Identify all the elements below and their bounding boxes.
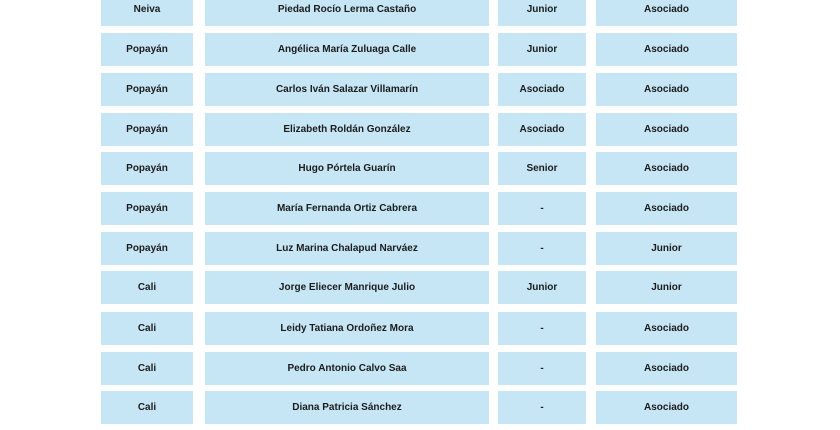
category-cell: Asociado	[596, 192, 737, 225]
table-row	[0, 0, 840, 26]
category-cell: Asociado	[596, 391, 737, 424]
name-cell: Angélica María Zuluaga Calle	[205, 33, 489, 66]
category-cell: Asociado	[596, 352, 737, 385]
category-cell: Asociado	[596, 152, 737, 185]
city-cell: Cali	[101, 312, 193, 345]
name-cell: Elizabeth Roldán González	[205, 113, 489, 146]
city-cell: Popayán	[101, 113, 193, 146]
city-cell: Neiva	[101, 0, 193, 26]
category-cell: -	[498, 232, 586, 265]
name-cell: Pedro Antonio Calvo Saa	[205, 352, 489, 385]
category-cell: Senior	[498, 152, 586, 185]
name-cell: María Fernanda Ortiz Cabrera	[205, 192, 489, 225]
table-row	[0, 73, 840, 106]
city-cell: Cali	[101, 352, 193, 385]
category-cell: Junior	[596, 232, 737, 265]
category-cell: Junior	[498, 0, 586, 26]
name-cell: Diana Patricia Sánchez	[205, 391, 489, 424]
category-cell: Asociado	[596, 33, 737, 66]
city-cell: Popayán	[101, 33, 193, 66]
city-cell: Cali	[101, 271, 193, 304]
category-cell: Asociado	[498, 73, 586, 106]
category-cell: Asociado	[596, 0, 737, 26]
category-cell: -	[498, 391, 586, 424]
category-cell: Asociado	[596, 312, 737, 345]
category-cell: Asociado	[596, 113, 737, 146]
table-row	[0, 312, 840, 345]
category-cell: -	[498, 352, 586, 385]
category-cell: -	[498, 192, 586, 225]
table-row	[0, 232, 840, 265]
category-cell: Junior	[596, 271, 737, 304]
category-cell: Asociado	[498, 113, 586, 146]
name-cell: Piedad Rocío Lerma Castaño	[205, 0, 489, 26]
table-row	[0, 192, 840, 225]
city-cell: Popayán	[101, 232, 193, 265]
category-cell: Asociado	[596, 73, 737, 106]
name-cell: Jorge Eliecer Manrique Julio	[205, 271, 489, 304]
name-cell: Hugo Pórtela Guarín	[205, 152, 489, 185]
city-cell: Popayán	[101, 192, 193, 225]
city-cell: Popayán	[101, 73, 193, 106]
table-row	[0, 152, 840, 185]
table-row	[0, 113, 840, 146]
table-row	[0, 352, 840, 385]
category-cell: -	[498, 312, 586, 345]
name-cell: Leidy Tatiana Ordoñez Mora	[205, 312, 489, 345]
name-cell: Carlos Iván Salazar Villamarín	[205, 73, 489, 106]
name-cell: Luz Marina Chalapud Narváez	[205, 232, 489, 265]
table-row	[0, 33, 840, 66]
category-cell: Junior	[498, 271, 586, 304]
category-cell: Junior	[498, 33, 586, 66]
table-row	[0, 271, 840, 304]
city-cell: Cali	[101, 391, 193, 424]
table-row	[0, 391, 840, 424]
city-cell: Popayán	[101, 152, 193, 185]
